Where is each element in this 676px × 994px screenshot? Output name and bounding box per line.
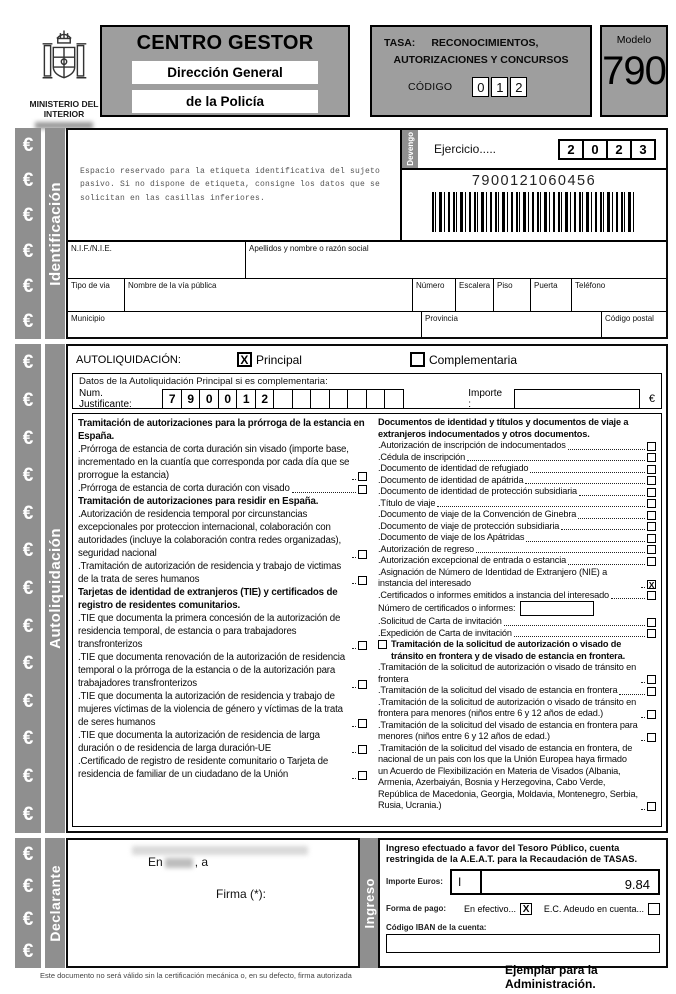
- dot-leader: [568, 564, 645, 565]
- puerta-label: Puerta: [534, 281, 558, 290]
- concept-label: .Documento de viaje de los Apátridas: [378, 532, 525, 542]
- concept-label: .Prórroga de estancia de corta duración sin visado (importe base, incrementado en la cuantía que corresponda por cada día que se prorrogue la estancia): [78, 444, 350, 481]
- concept-row: [378, 662, 656, 685]
- euro-symbol: €: [22, 876, 34, 898]
- importe-label: Importe :: [468, 388, 503, 410]
- concept-row: [378, 697, 656, 720]
- concept-row: [78, 482, 367, 495]
- section-strip-declarante: [45, 838, 65, 968]
- devengo-label: Devengo: [405, 132, 415, 166]
- tasa-line2: AUTORIZACIONES Y CONCURSOS: [393, 54, 569, 66]
- group-heading: Tarjetas de identidad de extranjeros (TIE) y certificados de registro de residentes comunitarios.: [78, 587, 338, 611]
- concept-label: .TIE que documenta la primera concesión de la autorización de residencia temporal, de estancia o para trabajadores transfronterizos: [78, 613, 341, 650]
- digit-cell[interactable]: 2: [606, 139, 632, 160]
- euro-symbol: €: [22, 240, 34, 262]
- concept-row: [78, 443, 367, 482]
- digit-cell[interactable]: 0: [199, 389, 219, 409]
- tarifa-column-left: [73, 414, 369, 826]
- concept-label: .Autorización de inscripción de indocumentados: [378, 440, 566, 450]
- concept-row: [378, 475, 656, 487]
- concept-label: .Expedición de Carta de invitación: [378, 627, 512, 638]
- digit-cell[interactable]: 3: [630, 139, 656, 160]
- provincia-field[interactable]: [422, 312, 602, 337]
- euro-symbol: €: [22, 728, 34, 750]
- dot-leader: [352, 479, 356, 480]
- apellidos-field[interactable]: [246, 242, 666, 278]
- euro-symbol: €: [22, 502, 34, 524]
- declarante-box: [66, 838, 360, 968]
- euro-symbol: €: [22, 577, 34, 599]
- identificacion-section-label: Identificación: [46, 181, 64, 286]
- checkbox[interactable]: [358, 745, 367, 754]
- euro-strip-identificacion: [15, 128, 41, 339]
- importe-euros-input[interactable]: [450, 869, 660, 895]
- digit-cell[interactable]: [347, 389, 367, 409]
- checkbox[interactable]: [358, 550, 367, 559]
- checkbox[interactable]: [647, 545, 656, 554]
- num-certificados-input[interactable]: [520, 601, 594, 616]
- digit-cell[interactable]: [384, 389, 404, 409]
- concept-label: .Tramitación de la solicitud de autorización o visado de tránsito en frontera: [378, 662, 637, 684]
- escalera-field[interactable]: [456, 279, 494, 311]
- concept-row: [378, 521, 656, 533]
- group-heading: Tramitación de autorizaciones para residir en España.: [78, 496, 319, 507]
- ingreso-box: [378, 838, 668, 968]
- codigo-label: CÓDIGO: [408, 81, 453, 93]
- ingreso-header-text: Ingreso efectuado a favor del Tesoro Público, cuenta restringida de la A.E.A.T. para la Recaudación de TASAS.: [386, 843, 638, 864]
- etiqueta-area: [68, 130, 400, 240]
- dot-leader: [568, 449, 645, 450]
- nif-label: N.I.F./N.I.E.: [71, 244, 112, 253]
- concept-label: .Documento de identidad de refugiado: [378, 463, 529, 473]
- piso-label: Piso: [497, 281, 513, 290]
- tarifa-columns: [72, 413, 662, 827]
- digit-cell[interactable]: 0: [582, 139, 608, 160]
- checkbox-checked[interactable]: X: [648, 579, 655, 590]
- complementaria-label: Complementaria: [428, 352, 518, 367]
- concept-row: [378, 544, 656, 556]
- digit-cell[interactable]: 0: [472, 77, 489, 97]
- digit-cell[interactable]: 2: [510, 77, 527, 97]
- concept-label: .Autorización excepcional de entrada o estancia: [378, 555, 567, 565]
- euro-symbol: €: [22, 803, 34, 825]
- concept-row: [78, 560, 367, 586]
- telefono-field[interactable]: [572, 279, 666, 311]
- section-strip-autoliquidacion: [45, 344, 65, 833]
- concept-row: [378, 486, 656, 498]
- tarifa-column-right: [369, 414, 661, 826]
- euro-symbol: €: [22, 310, 34, 332]
- tasa-box: [370, 25, 592, 117]
- checkbox[interactable]: [647, 675, 656, 684]
- concept-label: .Prórroga de estancia de corta duración con visado: [78, 483, 290, 494]
- concept-row: [378, 743, 656, 812]
- digit-cell[interactable]: 7: [162, 389, 182, 409]
- policia-label: de la Policía: [132, 90, 318, 113]
- dot-leader: [641, 740, 645, 741]
- nombre-via-label: Nombre de la vía pública: [128, 281, 217, 290]
- digit-cell[interactable]: 2: [255, 389, 275, 409]
- municipio-label: Municipio: [71, 314, 105, 323]
- ministry-logo-block: [16, 26, 112, 129]
- concept-row: [78, 651, 367, 690]
- autoliquidacion-box: [66, 344, 668, 833]
- concept-row: [78, 612, 367, 651]
- telefono-label: Teléfono: [575, 281, 606, 290]
- forma-pago-label: Forma de pago:: [386, 904, 447, 914]
- digit-cell[interactable]: [310, 389, 330, 409]
- ingreso-section-label: Ingreso: [361, 877, 377, 929]
- centro-gestor-box: [100, 25, 350, 117]
- adeudo-label: E.C. Adeudo en cuenta...: [543, 903, 644, 914]
- checkbox[interactable]: [647, 442, 656, 451]
- group-heading: Documentos de identidad y títulos y documentos de viaje a extranjeros indocumentados y otros documentos.: [378, 417, 629, 439]
- concept-label: .TIE que documenta la autorización de residencia de larga duración o de residencia de larga duración-UE: [78, 730, 320, 754]
- place-date-line[interactable]: [148, 855, 208, 869]
- tipo-via-field[interactable]: [68, 279, 125, 311]
- dot-leader: [530, 472, 645, 473]
- checkbox[interactable]: [647, 733, 656, 742]
- concept-label: .Tramitación de la solicitud del visado de estancia en frontera: [378, 685, 618, 695]
- ministry-name: MINISTERIO DEL INTERIOR: [29, 99, 99, 120]
- concept-row: [378, 463, 656, 475]
- checkbox[interactable]: [378, 640, 387, 649]
- concept-label: .Asignación de Número de Identidad de Extranjero (NIE) a instancia del interesado: [378, 566, 608, 588]
- dot-leader: [352, 726, 356, 727]
- ejercicio-label: Ejercicio.....: [434, 142, 497, 156]
- checkbox[interactable]: [647, 499, 656, 508]
- importe-euros-label: Importe Euros:: [386, 877, 443, 887]
- euro-symbol: €: [22, 540, 34, 562]
- num-justificante-cells: [164, 389, 405, 409]
- euro-symbol: €: [22, 690, 34, 712]
- validity-note: Este documento no será válido sin la certificación mecánica o, en su defecto, firma autorizada: [40, 971, 352, 980]
- concept-row: [378, 440, 656, 452]
- digit-cell[interactable]: 0: [218, 389, 238, 409]
- dot-leader: [514, 636, 645, 637]
- concept-label: .Tramitación de la solicitud del visado de estancia en frontera para menores (niños entre 6 y 12 años de edad.): [378, 719, 638, 741]
- codigo-postal-label: Código postal: [605, 314, 654, 323]
- checkbox[interactable]: [647, 534, 656, 543]
- dot-leader: [525, 483, 645, 484]
- coat-of-arms-icon: [37, 26, 91, 92]
- modelo-box: [600, 25, 668, 117]
- checkbox[interactable]: [358, 719, 367, 728]
- barcode-number: 7900121060456: [471, 173, 597, 189]
- en-label: En: [148, 855, 163, 869]
- dot-leader: [352, 752, 356, 753]
- declarante-section-label: Declarante: [47, 864, 63, 942]
- importe-currency-cell: I: [452, 871, 482, 893]
- concept-label: .Autorización de residencia temporal por circunstancias excepcionales por proteccion internacional, colaboración con autoridades (incluye la colaboración contra redes organizadas), seguridad nacional: [78, 509, 342, 559]
- tipo-via-label: Tipo de via: [71, 281, 110, 290]
- checkbox[interactable]: [647, 476, 656, 485]
- checkbox[interactable]: [647, 629, 656, 638]
- dot-leader: [641, 717, 645, 718]
- concept-label: .Solicitud de Carta de invitación: [378, 616, 502, 626]
- checkbox[interactable]: [647, 511, 656, 520]
- concept-label: .Documento de identidad de apátrida: [378, 474, 524, 485]
- checkbox[interactable]: [647, 465, 656, 474]
- dot-leader: [641, 587, 645, 588]
- puerta-field[interactable]: [531, 279, 572, 311]
- apellidos-label: Apellidos y nombre o razón social: [249, 244, 369, 253]
- checkbox[interactable]: [647, 802, 656, 811]
- a-label: , a: [194, 855, 209, 869]
- etiqueta-text: Espacio reservado para la etiqueta identificativa del sujeto pasivo. Si no dispone de etiqueta, consigne los datos que se solicitan en las casillas inferiores.: [80, 166, 381, 203]
- dot-leader: [352, 648, 356, 649]
- concept-row: [78, 690, 367, 729]
- concept-row: [378, 555, 656, 567]
- dot-leader: [476, 552, 645, 553]
- ejercicio-digit-cells: [560, 139, 656, 160]
- checkbox[interactable]: [647, 453, 656, 462]
- euro-symbol: €: [22, 766, 34, 787]
- dot-leader: [641, 682, 645, 683]
- municipio-field[interactable]: [68, 312, 422, 337]
- concept-row: [78, 755, 367, 781]
- concept-row: [378, 628, 656, 640]
- codigo-postal-field[interactable]: [602, 312, 666, 337]
- dot-leader: [352, 778, 356, 779]
- numero-label: Número: [416, 281, 445, 290]
- nif-field[interactable]: [68, 242, 246, 278]
- concept-label: .Tramitación de la solicitud de autorización o visado de tránsito en frontera para menores (niños entre 6 y 12 años de edad.): [378, 696, 637, 718]
- redacted-place: [165, 858, 193, 868]
- dot-leader: [619, 694, 645, 695]
- euro-symbol: €: [22, 427, 34, 449]
- piso-field[interactable]: [494, 279, 531, 311]
- group-heading: Tramitación de autorizaciones para la prórroga de la estancia en España.: [78, 418, 365, 442]
- euro-symbol: €: [22, 135, 34, 157]
- dot-leader: [641, 809, 645, 810]
- devengo-box: [400, 130, 666, 240]
- principal-label: Principal: [255, 352, 302, 367]
- checkbox[interactable]: [358, 472, 367, 481]
- num-justificante-label: Num. Justificante:: [79, 388, 132, 410]
- datos-autoliquidacion-box: [72, 373, 662, 409]
- concept-label: .Tramitación de autorización de residencia y trabajo de victimas de la trata de seres humanos: [78, 561, 342, 585]
- checkbox[interactable]: [358, 771, 367, 780]
- digit-cell[interactable]: 1: [236, 389, 256, 409]
- efectivo-checkbox-checked[interactable]: X: [520, 903, 532, 915]
- checkbox[interactable]: [647, 710, 656, 719]
- adeudo-checkbox[interactable]: [648, 903, 660, 915]
- euro-symbol: €: [22, 352, 34, 374]
- dot-leader: [352, 687, 356, 688]
- concept-row: [378, 498, 656, 510]
- importe-euros-value: 9.84: [624, 876, 650, 892]
- digit-cell[interactable]: [366, 389, 386, 409]
- datos-label: Datos de la Autoliquidación Principal si es complementaria:: [79, 376, 328, 387]
- concept-row: [378, 685, 656, 697]
- section-strip-ingreso: [360, 838, 378, 968]
- efectivo-label: En efectivo...: [464, 903, 517, 914]
- concept-row: [378, 720, 656, 743]
- devengo-strip: [402, 130, 418, 168]
- redacted-text: [132, 846, 308, 855]
- digit-cell[interactable]: [329, 389, 349, 409]
- digit-cell[interactable]: 9: [181, 389, 201, 409]
- direccion-general-label: Dirección General: [132, 61, 318, 84]
- escalera-label: Escalera: [459, 281, 491, 290]
- checkbox[interactable]: [647, 522, 656, 531]
- dot-leader: [526, 541, 645, 542]
- checkbox[interactable]: [647, 687, 656, 696]
- principal-checkbox-checked[interactable]: X: [237, 352, 252, 367]
- tasa-line1: RECONOCIMIENTOS,: [431, 37, 539, 49]
- concept-label: Número de certificados o informes:: [378, 602, 516, 613]
- euro-symbol: €: [22, 941, 34, 963]
- concept-label: .Documento de identidad de protección subsidiaria: [378, 486, 577, 496]
- copy-note: Ejemplar para la Administración.: [505, 963, 598, 991]
- checkbox[interactable]: [647, 488, 656, 497]
- dot-leader: [611, 598, 645, 599]
- modelo-label: Modelo: [616, 34, 652, 46]
- concept-label: .Documento de viaje de protección subsidiaria: [378, 520, 560, 531]
- euro-strip-autoliquidacion: [15, 344, 41, 833]
- concept-label: .Cédula de inscripción: [378, 451, 466, 462]
- digit-cell[interactable]: 2: [558, 139, 584, 160]
- autoliquidacion-title: AUTOLIQUIDACIÓN:: [76, 353, 181, 366]
- dot-leader: [292, 492, 356, 493]
- concept-row: [378, 590, 656, 602]
- importe-input[interactable]: [514, 389, 640, 409]
- concept-label: .TIE que documenta la autorización de residencia y trabajo de mujeres víctimas de la violencia de género y víctimas de la trata de seres humanos: [78, 691, 343, 728]
- section-strip-identificacion: [45, 128, 65, 339]
- numero-field[interactable]: [413, 279, 456, 311]
- dot-leader: [504, 625, 645, 626]
- digit-cell[interactable]: [273, 389, 293, 409]
- modelo-number: 790: [602, 49, 666, 93]
- checkbox[interactable]: [358, 485, 367, 494]
- tasa-label: TASA:: [384, 37, 416, 49]
- checkbox[interactable]: [647, 557, 656, 566]
- group-heading: Tramitación de la solicitud de autorización o visado de tránsito en frontera y de visado de estancia en frontera.: [391, 639, 625, 661]
- digit-cell[interactable]: 1: [491, 77, 508, 97]
- euro-symbol: €: [22, 615, 34, 637]
- iban-input[interactable]: [386, 934, 660, 953]
- euro-strip-declarante: [15, 838, 41, 968]
- identificacion-box: [66, 128, 668, 339]
- euro-symbol: €: [22, 170, 34, 192]
- nombre-via-field[interactable]: [125, 279, 413, 311]
- checkbox[interactable]: [647, 618, 656, 627]
- euro-symbol: €: [22, 465, 34, 487]
- concept-row: [378, 616, 656, 628]
- codigo-digit-cells: [470, 77, 527, 97]
- iban-label: Código IBAN de la cuenta:: [386, 922, 487, 932]
- euro-symbol: €: [22, 389, 34, 411]
- autoliquidacion-section-label: Autoliquidación: [46, 528, 64, 649]
- concept-row: [78, 729, 367, 755]
- concept-label: .Título de viaje: [378, 497, 436, 508]
- euro-symbol: €: [22, 205, 34, 227]
- euro-symbol: €: [22, 653, 34, 675]
- firma-label: Firma (*):: [216, 887, 266, 901]
- concept-label: .Autorización de regreso: [378, 543, 474, 554]
- complementaria-checkbox[interactable]: [410, 352, 425, 367]
- barcode: [432, 192, 636, 232]
- dot-leader: [352, 583, 356, 584]
- dot-leader: [467, 460, 645, 461]
- group-heading-row: [378, 639, 656, 662]
- euro-symbol: €: [22, 843, 34, 865]
- concept-row: [378, 532, 656, 544]
- concept-row: [378, 567, 656, 590]
- digit-cell[interactable]: [292, 389, 312, 409]
- concept-row: [378, 452, 656, 464]
- concept-label: .Tramitación de la solicitud del visado de estancia en frontera, de nacional de un pais con los que la Unión Europea haya firmado un Acuerdo de Flexibilización en Materia de Visados (Albania, Armenia, Azerbaiyán, Bosnia y Herzegovina, Cabo Verde, República de Macedonia, Georgia, Moldavia, Montenegro, Serbia, Rusia, Ucrania.): [378, 742, 638, 810]
- centro-gestor-title: CENTRO GESTOR: [136, 32, 314, 54]
- dot-leader: [579, 495, 645, 496]
- euro-symbol: €: [22, 908, 34, 930]
- provincia-label: Provincia: [425, 314, 458, 323]
- dot-leader: [352, 557, 356, 558]
- concept-label: .Documento de viaje de la Convención de Ginebra: [378, 509, 577, 519]
- euro-sign: €: [648, 393, 655, 405]
- dot-leader: [578, 518, 645, 519]
- concept-row: [78, 508, 367, 560]
- euro-symbol: €: [22, 275, 34, 297]
- checkbox[interactable]: [358, 576, 367, 585]
- dot-leader: [437, 506, 645, 507]
- checkbox[interactable]: [358, 641, 367, 650]
- concept-label: .Certificados o informes emitidos a instancia del interesado: [378, 589, 610, 600]
- concept-row: [378, 509, 656, 521]
- concept-input-row: [378, 601, 656, 616]
- checkbox[interactable]: [358, 680, 367, 689]
- checkbox[interactable]: [647, 591, 656, 600]
- dot-leader: [561, 529, 645, 530]
- concept-label: .TIE que documenta renovación de la autorización de residencia temporal o la prórroga de la estancia o de la autorización para trabajadores transfronterizos: [78, 652, 345, 689]
- concept-label: .Certificado de registro de residente comunitario o Tarjeta de residencia de familiar de un ciudadano de la Unión: [78, 756, 329, 780]
